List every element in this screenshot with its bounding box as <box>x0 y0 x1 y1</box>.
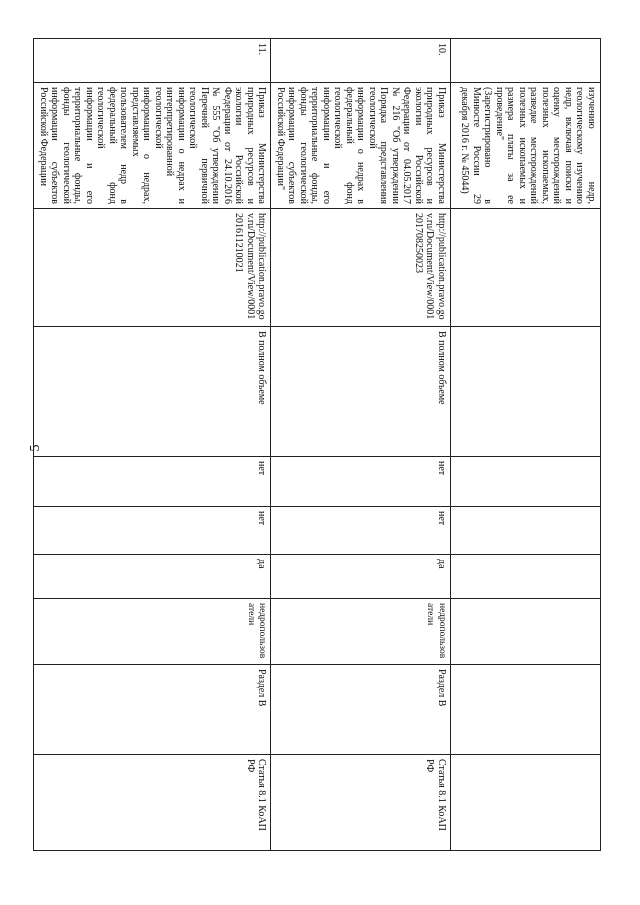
table-row <box>34 39 271 851</box>
cell-col5 <box>451 457 601 507</box>
scope: В полном объеме <box>271 327 451 457</box>
row-number: 11. <box>34 39 271 83</box>
article: Статья 8.1 КоАП РФ <box>34 755 271 851</box>
cell-col6: нет <box>34 507 271 555</box>
cell-col6: нет <box>271 507 451 555</box>
document-link: http://publication.pravo.gov.ru/Document/View/0001201708250023 <box>271 209 451 327</box>
cell-col5: нет <box>34 457 271 507</box>
document-title: Приказ Министерства природных ресурсов и экологии Российской Федерации от 24.10.2016 № 555 "Об утверждении Перечней первичной геологической информации о недрах и интерпретированной геологической информации о недрах, представляемых пользователем недр в федеральный фонд геологической информации и его территориальные фонды, фонды геологической информации субъектов Российской Федерации <box>34 83 271 209</box>
article <box>451 755 601 851</box>
cell-col7: да <box>34 555 271 599</box>
section: Раздел В <box>34 665 271 755</box>
article: Статья 8.1 КоАП РФ <box>271 755 451 851</box>
table-row <box>271 39 451 851</box>
document-title: изучению недр, геологическому изучению недр, включая поиски и оценку месторождений полезных ископаемых, разведке месторождений полезных ископаемых и размера платы за ее проведение" (Зарегистрировано в Минюсте России 29 декабря 2016 г. № 45044) <box>451 83 601 209</box>
cell-col7 <box>451 555 601 599</box>
row-number <box>451 39 601 83</box>
page-number: 5 <box>28 444 43 452</box>
subject: недропользователи <box>34 599 271 665</box>
document-link: http://publication.pravo.gov.ru/Document/View/0001201611210021 <box>34 209 271 327</box>
subject <box>451 599 601 665</box>
scope <box>451 327 601 457</box>
section: Раздел В <box>271 665 451 755</box>
document-title: Приказ Министерства природных ресурсов и экологии Российской Федерации от 04.05.2017 № 216 "Об утверждении Порядка представления геологической информации о недрах в федеральный фонд геологической информации и его территориальные фонды, фонды геологической информации субъектов Российской Федерации" <box>271 83 451 209</box>
cell-col6 <box>451 507 601 555</box>
document-link <box>451 209 601 327</box>
section <box>451 665 601 755</box>
document-sheet <box>38 38 601 850</box>
cell-col5: нет <box>271 457 451 507</box>
table-row <box>451 39 601 851</box>
subject: недропользователи <box>271 599 451 665</box>
requirements-table <box>34 38 602 851</box>
cell-col7: да <box>271 555 451 599</box>
row-number: 10. <box>271 39 451 83</box>
scope: В полном объеме <box>34 327 271 457</box>
